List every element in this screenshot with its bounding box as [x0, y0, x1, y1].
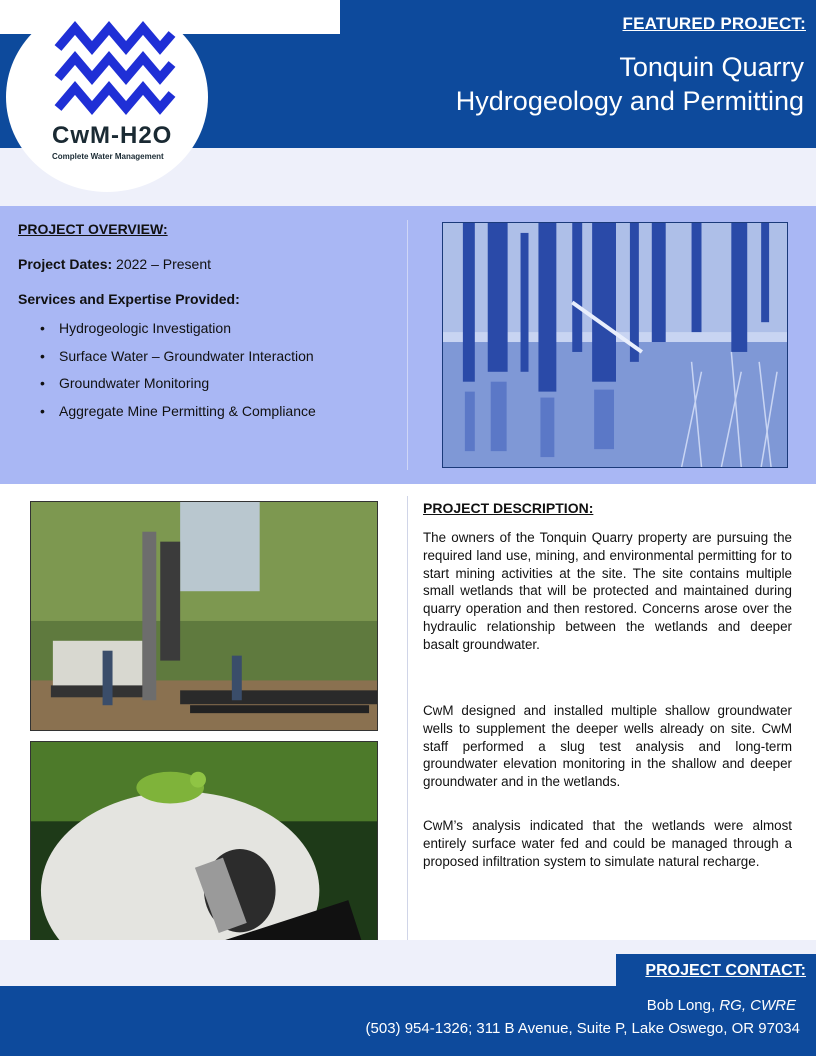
drill-rig-photo — [30, 501, 378, 731]
services-list — [40, 320, 316, 430]
waves-logo-icon — [54, 20, 176, 116]
logo — [6, 2, 208, 192]
project-dates — [18, 256, 211, 272]
contact-heading: PROJECT CONTACT: — [645, 962, 806, 979]
description-paragraph: CwM designed and installed multiple shallow groundwater wells to supplement the deeper wells already on site. CwM staff performed a slug test analysis and long-term groundwater elevation monitoring in the shallow and deeper groundwater and in the wetlands. — [423, 703, 792, 790]
description-paragraph: CwM’s analysis indicated that the wetlands were almost entirely surface water fed and could be managed through a proposed infiltration system to simulate natural recharge. — [423, 818, 792, 869]
overview-heading: PROJECT OVERVIEW: — [18, 221, 168, 237]
description-heading: PROJECT DESCRIPTION: — [423, 500, 594, 516]
logo-tagline: Complete Water Management — [52, 152, 164, 161]
lower-divider — [407, 496, 408, 956]
contact-person: Bob Long, — [646, 997, 720, 1014]
project-title: Tonquin Quarry — [619, 52, 804, 82]
service-item: • Hydrogeologic Investigation — [40, 320, 316, 348]
logo-name: CwM-H2O — [52, 122, 173, 149]
services-heading: Services and Expertise Provided: — [18, 291, 240, 307]
overview-divider — [407, 220, 408, 470]
service-item: • Groundwater Monitoring — [40, 375, 316, 403]
project-dates-value: 2022 – Present — [112, 256, 212, 272]
wetland-photo — [442, 222, 788, 468]
project-dates-label: Project Dates: — [18, 256, 113, 272]
project-subtitle: Hydrogeology and Permitting — [455, 86, 804, 116]
contact-credentials: RG, CWRE — [719, 997, 796, 1014]
frog-on-well-photo — [30, 741, 378, 969]
description-paragraph: The owners of the Tonquin Quarry property are pursuing the required land use, mining, and environmental permitting for to start mining activities at the site. The site contains multiple small wetlands that will be protected and maintained during quarry operation and then restored. Concerns arose over the hydraulic relationship between the wetlands and deeper basalt groundwater. — [423, 530, 792, 652]
contact-name — [647, 997, 796, 1014]
featured-project-label: FEATURED PROJECT: — [622, 14, 806, 33]
service-item: • Surface Water – Groundwater Interaction — [40, 348, 316, 376]
contact-info: (503) 954-1326; 311 B Avenue, Suite P, Lake Oswego, OR 97034 — [365, 1020, 800, 1037]
service-item: • Aggregate Mine Permitting & Compliance — [40, 403, 316, 431]
